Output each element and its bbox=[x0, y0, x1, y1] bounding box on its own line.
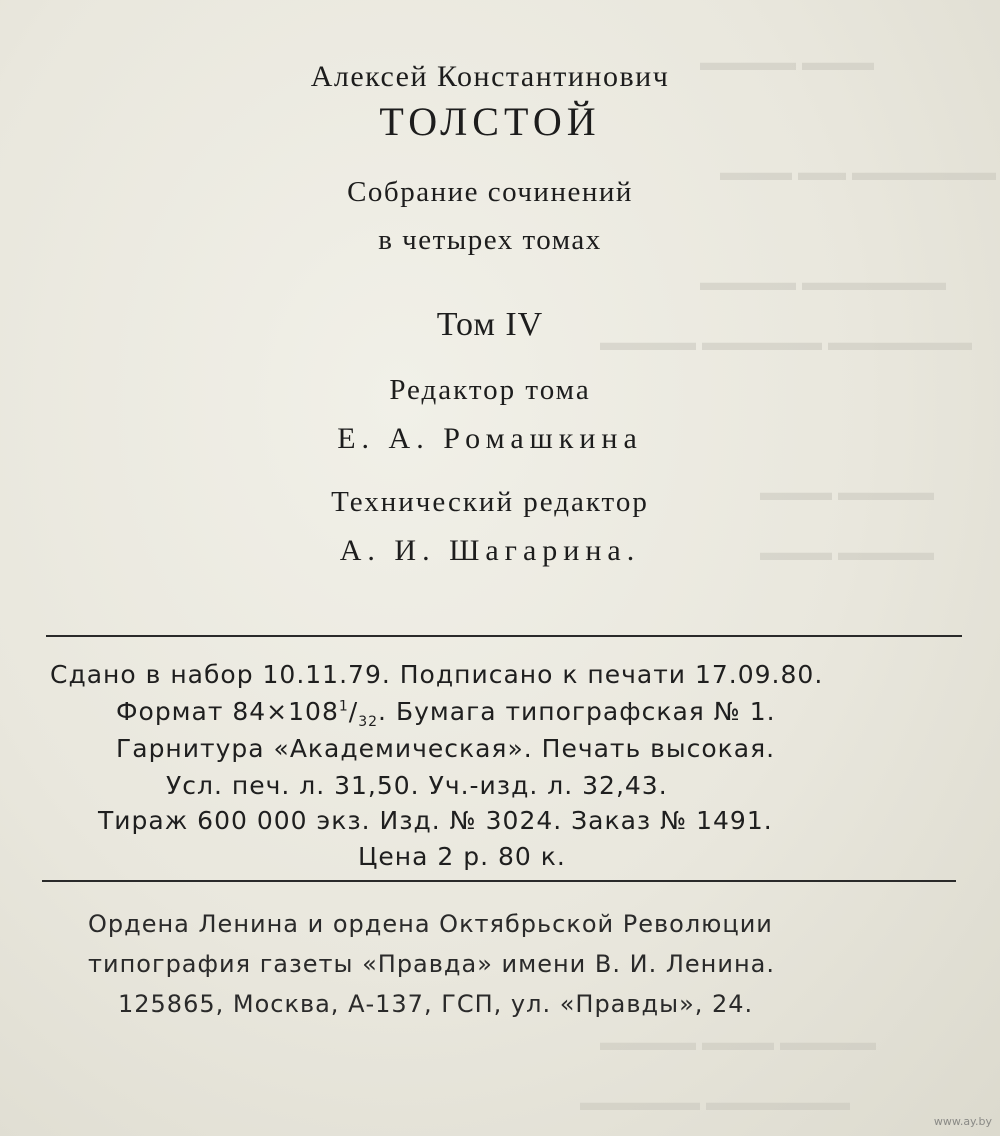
imprint-line-sheets: Усл. печ. л. 31,50. Уч.-изд. л. 32,43. bbox=[166, 771, 668, 800]
divider-top bbox=[46, 635, 962, 637]
format-fraction-denominator: 32 bbox=[358, 714, 379, 730]
volume-editor-label: Редактор тома bbox=[389, 374, 591, 406]
collection-subtitle: в четырех томах bbox=[378, 224, 602, 256]
format-fraction-numerator: 1 bbox=[338, 698, 349, 715]
imprint-line-format: Формат $84\times 108^1/_{32}$. Бумага типографская № 1. bbox=[116, 697, 776, 730]
technical-editor-name: А. И. Шагарина. bbox=[339, 534, 641, 567]
format-prefix: Формат 84×108 bbox=[116, 697, 339, 726]
volume-editor-name: Е. А. Ромашкина bbox=[337, 422, 643, 455]
format-suffix: . Бумага типографская № 1. bbox=[378, 697, 776, 726]
show-through-text: ▬▬▬▬▬▬ ▬▬ ▬▬▬ bbox=[720, 160, 996, 186]
show-through-text: ▬▬▬▬ ▬▬▬ bbox=[760, 540, 934, 566]
show-through-text: ▬▬▬▬ ▬▬▬ ▬▬▬▬ bbox=[600, 1030, 876, 1056]
watermark: www.ay.by bbox=[933, 1115, 992, 1128]
imprint-line-print-run: Тираж 600 000 экз. Изд. № 3024. Заказ № 1491. bbox=[98, 806, 773, 835]
show-through-text: ▬▬▬▬ ▬▬▬ bbox=[760, 480, 934, 506]
printing-house-line-3: 125865, Москва, А-137, ГСП, ул. «Правды», 24. bbox=[118, 990, 754, 1018]
show-through-text: ▬▬▬ ▬▬▬▬ bbox=[700, 50, 874, 76]
printing-house-line-1: Ордена Ленина и ордена Октябрьской Революции bbox=[88, 910, 773, 938]
author-name: Алексей Константинович bbox=[310, 60, 670, 93]
divider-bottom bbox=[42, 880, 956, 882]
collection-title: Собрание сочинений bbox=[347, 176, 633, 208]
show-through-text: ▬▬▬▬▬▬ ▬▬▬▬▬ ▬▬▬▬ bbox=[600, 330, 972, 356]
imprint-line-price: Цена 2 р. 80 к. bbox=[358, 842, 566, 871]
imprint-line-typeface: Гарнитура «Академическая». Печать высокая. bbox=[116, 734, 776, 763]
volume-number: Том IV bbox=[436, 306, 544, 343]
printing-house-line-2: типография газеты «Правда» имени В. И. Ленина. bbox=[88, 950, 775, 978]
show-through-text: ▬▬▬▬▬▬ ▬▬▬▬ bbox=[700, 270, 946, 296]
author-surname: ТОЛСТОЙ bbox=[379, 99, 601, 144]
technical-editor-label: Технический редактор bbox=[331, 486, 649, 518]
imprint-line-dates: Сдано в набор 10.11.79. Подписано к печати 17.09.80. bbox=[50, 660, 824, 689]
show-through-text: ▬▬▬▬▬▬ ▬▬▬▬▬ bbox=[580, 1090, 850, 1116]
